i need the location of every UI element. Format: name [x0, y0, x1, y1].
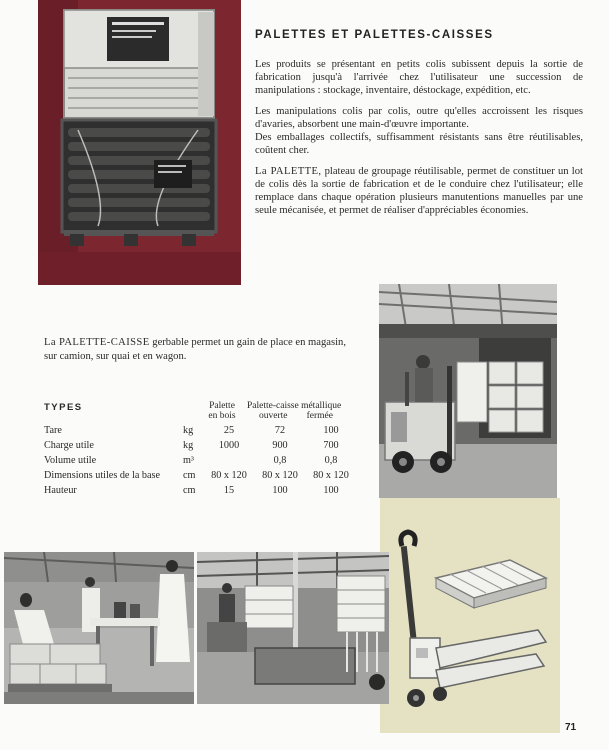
value-box-open: 0,8: [273, 455, 287, 466]
intro-paragraph-palette: [255, 165, 583, 217]
palette-description: plateau de groupage réutilisable, permet de constituer un lot de colis dès la sortie de fabrication et de le conduire chez l'utilisateur; elle remplace dans chaque opération plusieurs manutentions manuelles par une seule mécanisée, et permet de réaliser d'appréciables économies.: [255, 166, 583, 216]
row-label: Tare: [44, 425, 62, 436]
column-header-line: Palette: [209, 401, 235, 411]
pallet-box-caption-text: gerbable permet un gain de place en magasin, sur camion, sur quai et en wagon.: [44, 337, 347, 362]
pallet-truck-photo: [380, 498, 560, 733]
row-unit: cm: [183, 470, 196, 481]
types-table: [44, 423, 351, 498]
stacked-pallet-boxes-photo: [38, 0, 241, 285]
intro-text: [255, 58, 583, 225]
value-box-closed: 100: [323, 485, 339, 496]
row-label: Charge utile: [44, 440, 94, 451]
value-box-open: 80 x 120: [262, 470, 298, 481]
value-box-closed: 100: [323, 425, 339, 436]
types-table-title: TYPES: [44, 402, 83, 413]
pallet-box-term: La PALETTE-CAISSE: [44, 337, 150, 348]
value-wood-pallet: 80 x 120: [211, 470, 247, 481]
value-box-closed: 80 x 120: [313, 470, 349, 481]
column-header-open: ouverte: [259, 411, 288, 421]
packing-line-photo: [4, 552, 194, 704]
row-unit: m³: [183, 455, 194, 466]
table-row: [44, 468, 351, 483]
page-number: 71: [565, 722, 577, 733]
value-box-open: 900: [272, 440, 288, 451]
value-box-closed: 0,8: [324, 455, 338, 466]
types-table-body: [44, 423, 351, 498]
palette-term: La PALETTE,: [255, 166, 322, 177]
value-box-closed: 700: [323, 440, 339, 451]
row-label: Dimensions utiles de la base: [44, 470, 161, 481]
page-title: PALETTES ET PALETTES-CAISSES: [255, 29, 494, 41]
column-header-metal-box: [247, 401, 343, 421]
column-header-line: Palette-caisse métallique: [247, 401, 342, 411]
table-row: [44, 483, 351, 498]
value-wood-pallet: [209, 453, 249, 468]
column-header-line: en bois: [208, 411, 236, 421]
row-label: Hauteur: [44, 485, 77, 496]
row-unit: kg: [183, 440, 194, 451]
row-unit: cm: [183, 485, 196, 496]
table-row: [44, 453, 351, 468]
intro-paragraph: Les manipulations colis par colis, outre qu'elles accroissent les risques d'avaries, absorbent une main-d'œuvre importante.: [255, 106, 583, 130]
column-header-closed: fermée: [306, 411, 333, 421]
value-wood-pallet: 25: [223, 425, 235, 436]
value-box-open: 72: [274, 425, 286, 436]
pallet-box-caption: [44, 336, 346, 364]
value-wood-pallet: 15: [223, 485, 235, 496]
column-subheaders: [247, 411, 343, 421]
forklift-wagon-photo: [379, 284, 557, 498]
value-wood-pallet: 1000: [218, 440, 240, 451]
value-box-open: 100: [272, 485, 288, 496]
row-label: Volume utile: [44, 455, 97, 466]
table-row: [44, 423, 351, 438]
table-row: [44, 438, 351, 453]
warehouse-pallets-photo: [197, 552, 389, 704]
row-unit: kg: [183, 425, 194, 436]
column-header-wood-pallet: [203, 401, 241, 421]
intro-paragraph: Des emballages collectifs, suffisamment résistants sans être réutilisables, coûtent cher.: [255, 132, 583, 156]
intro-paragraph: Les produits se présentant en petits colis subissent depuis la sortie de fabrication jusqu'à l'arrivée chez l'utilisateur une succession de manipulations : stockage, inventaire, déstockage, expédition, etc.: [255, 59, 583, 96]
